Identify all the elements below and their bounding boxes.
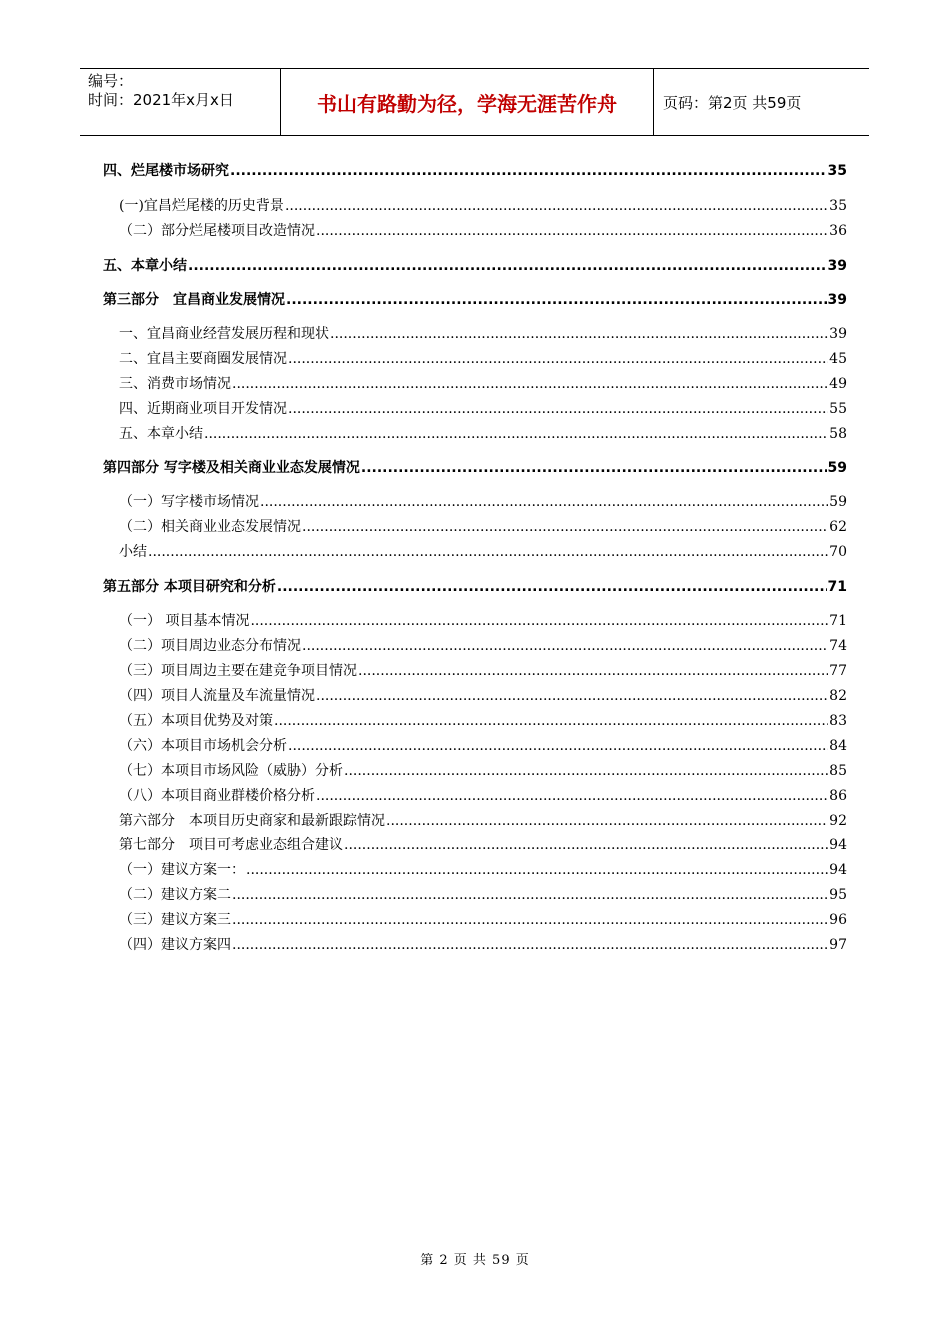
header-motto: 书山有路勤为径，学海无涯苦作舟 bbox=[281, 69, 654, 135]
toc-leader-dots bbox=[288, 350, 828, 368]
toc-entry[interactable] bbox=[119, 518, 847, 536]
toc-entry-title: 五、本章小结 bbox=[103, 258, 187, 274]
toc-entry-page-number: 71 bbox=[827, 579, 847, 595]
toc-entry-page-number: 82 bbox=[829, 688, 847, 704]
toc-leader-dots bbox=[386, 812, 828, 830]
toc-entry[interactable] bbox=[103, 459, 847, 477]
toc-entry[interactable] bbox=[119, 350, 847, 368]
toc-entry-page-number: 85 bbox=[829, 763, 847, 779]
toc-entry-page-number: 71 bbox=[829, 613, 847, 629]
toc-leader-dots bbox=[204, 425, 828, 443]
toc-entry-page-number: 92 bbox=[829, 813, 847, 829]
toc-leader-dots bbox=[274, 712, 828, 730]
toc-entry-page-number: 59 bbox=[829, 494, 847, 510]
toc-leader-dots bbox=[344, 762, 828, 780]
toc-entry-page-number: 58 bbox=[829, 426, 847, 442]
toc-leader-dots bbox=[330, 325, 828, 343]
toc-entry-title: 第四部分 写字楼及相关商业业态发展情况 bbox=[103, 460, 360, 476]
toc-entry-page-number: 70 bbox=[829, 544, 847, 560]
toc-leader-dots bbox=[250, 612, 828, 630]
toc-entry-title: 第三部分 宜昌商业发展情况 bbox=[103, 292, 285, 308]
toc-entry-title: 二、宜昌主要商圈发展情况 bbox=[119, 351, 287, 367]
toc-entry-page-number: 55 bbox=[829, 401, 847, 417]
toc-entry[interactable] bbox=[119, 886, 847, 904]
toc-entry[interactable] bbox=[119, 400, 847, 418]
toc-entry[interactable] bbox=[119, 762, 847, 780]
toc-leader-dots bbox=[361, 459, 827, 477]
header-page-info: 页码：第2页 共59页 bbox=[663, 93, 802, 112]
toc-leader-dots bbox=[188, 257, 827, 275]
toc-entry-page-number: 97 bbox=[829, 937, 847, 953]
toc-leader-dots bbox=[232, 886, 828, 904]
toc-entry-page-number: 83 bbox=[829, 713, 847, 729]
toc-entry-page-number: 86 bbox=[829, 788, 847, 804]
toc-entry-page-number: 39 bbox=[829, 326, 847, 342]
toc-entry-title: 四、近期商业项目开发情况 bbox=[119, 401, 287, 417]
document-number-label: 编号： bbox=[88, 72, 134, 90]
toc-entry-title: （一） 项目基本情况 bbox=[119, 613, 250, 629]
toc-leader-dots bbox=[286, 291, 827, 309]
toc-entry-page-number: 84 bbox=[829, 738, 847, 754]
toc-entry-page-number: 95 bbox=[829, 887, 847, 903]
page-footer: 第 2 页 共 59 页 bbox=[420, 1253, 530, 1268]
header-meta bbox=[80, 69, 281, 135]
toc-entry[interactable] bbox=[119, 493, 847, 511]
toc-leader-dots bbox=[316, 222, 828, 240]
toc-entry-page-number: 49 bbox=[829, 376, 847, 392]
toc-entry-page-number: 36 bbox=[829, 223, 847, 239]
toc-leader-dots bbox=[344, 836, 828, 854]
toc-entry-title: 一、宜昌商业经营发展历程和现状 bbox=[119, 326, 329, 342]
toc-entry[interactable] bbox=[103, 257, 847, 275]
toc-entry[interactable] bbox=[119, 737, 847, 755]
toc-entry-title: （四）建议方案四 bbox=[119, 937, 231, 953]
toc-entry[interactable] bbox=[103, 578, 847, 596]
toc-entry-title: （四）项目人流量及车流量情况 bbox=[119, 688, 315, 704]
toc-entry-page-number: 94 bbox=[829, 837, 847, 853]
toc-entry-title: 四、烂尾楼市场研究 bbox=[103, 163, 229, 179]
toc-entry[interactable] bbox=[119, 787, 847, 805]
toc-leader-dots bbox=[316, 687, 828, 705]
toc-entry-title: 第七部分 项目可考虑业态组合建议 bbox=[119, 837, 343, 853]
toc-leader-dots bbox=[288, 737, 828, 755]
toc-entry-page-number: 35 bbox=[827, 163, 847, 179]
toc-leader-dots bbox=[232, 911, 828, 929]
header-table bbox=[80, 68, 869, 136]
toc-entry-title: （三）建议方案三 bbox=[119, 912, 231, 928]
toc-entry-page-number: 35 bbox=[829, 198, 847, 214]
toc-entry-title: （一）写字楼市场情况 bbox=[119, 494, 259, 510]
toc-entry-title: 小结 bbox=[119, 544, 147, 560]
toc-entry-title: （六）本项目市场机会分析 bbox=[119, 738, 287, 754]
toc-entry-title: （二）建议方案二 bbox=[119, 887, 231, 903]
toc-entry[interactable] bbox=[119, 687, 847, 705]
toc-leader-dots bbox=[148, 543, 828, 561]
toc-entry-title: 五、本章小结 bbox=[119, 426, 203, 442]
toc-entry-page-number: 59 bbox=[827, 460, 847, 476]
toc-entry-page-number: 77 bbox=[829, 663, 847, 679]
toc-entry[interactable] bbox=[119, 197, 847, 215]
toc-entry[interactable] bbox=[119, 637, 847, 655]
toc-entry-title: 第六部分 本项目历史商家和最新跟踪情况 bbox=[119, 813, 385, 829]
toc-entry-title: （二）部分烂尾楼项目改造情况 bbox=[119, 223, 315, 239]
toc-entry[interactable] bbox=[119, 911, 847, 929]
toc-entry[interactable] bbox=[119, 325, 847, 343]
toc-entry-title: （八）本项目商业群楼价格分析 bbox=[119, 788, 315, 804]
toc-entry-title: （二）相关商业业态发展情况 bbox=[119, 519, 301, 535]
toc-entry[interactable] bbox=[119, 861, 847, 879]
toc-leader-dots bbox=[260, 493, 828, 511]
toc-entry-title: 第五部分 本项目研究和分析 bbox=[103, 579, 276, 595]
toc-entry[interactable] bbox=[119, 543, 847, 561]
toc-entry[interactable] bbox=[119, 712, 847, 730]
toc-entry-page-number: 39 bbox=[827, 258, 847, 274]
toc-leader-dots bbox=[232, 375, 828, 393]
toc-entry-page-number: 62 bbox=[829, 519, 847, 535]
toc-leader-dots bbox=[230, 162, 827, 180]
toc-leader-dots bbox=[358, 662, 828, 680]
toc-leader-dots bbox=[232, 936, 828, 954]
toc-entry-title: （二）项目周边业态分布情况 bbox=[119, 638, 301, 654]
toc-entry[interactable] bbox=[103, 291, 847, 309]
toc-leader-dots bbox=[302, 637, 828, 655]
toc-entry-title: （五）本项目优势及对策 bbox=[119, 713, 273, 729]
toc-entry[interactable] bbox=[119, 222, 847, 240]
toc-entry[interactable] bbox=[119, 612, 847, 630]
toc-entry-page-number: 96 bbox=[829, 912, 847, 928]
toc-leader-dots bbox=[285, 197, 828, 215]
toc-entry[interactable] bbox=[119, 425, 847, 443]
toc-entry[interactable] bbox=[119, 812, 847, 830]
toc-entry[interactable] bbox=[119, 375, 847, 393]
toc-entry-title: （三）项目周边主要在建竞争项目情况 bbox=[119, 663, 357, 679]
toc-entry-page-number: 74 bbox=[829, 638, 847, 654]
toc-leader-dots bbox=[316, 787, 828, 805]
toc-leader-dots bbox=[288, 400, 828, 418]
toc-entry[interactable] bbox=[103, 162, 847, 180]
toc-leader-dots bbox=[246, 861, 828, 879]
toc-entry[interactable] bbox=[119, 936, 847, 954]
toc-leader-dots bbox=[302, 518, 828, 536]
toc-entry[interactable] bbox=[119, 662, 847, 680]
toc-entry-page-number: 39 bbox=[827, 292, 847, 308]
toc-entry-page-number: 94 bbox=[829, 862, 847, 878]
toc-leader-dots bbox=[277, 578, 827, 596]
toc-entry[interactable] bbox=[119, 836, 847, 854]
toc-entry-title: （一）建议方案一： bbox=[119, 862, 245, 878]
toc-entry-title: 三、消费市场情况 bbox=[119, 376, 231, 392]
document-time-label: 时间：2021年x月x日 bbox=[88, 91, 234, 109]
toc-entry-title: （七）本项目市场风险（威胁）分析 bbox=[119, 763, 343, 779]
toc-entry-page-number: 45 bbox=[829, 351, 847, 367]
toc-entry-title: (一)宜昌烂尾楼的历史背景 bbox=[119, 198, 284, 214]
